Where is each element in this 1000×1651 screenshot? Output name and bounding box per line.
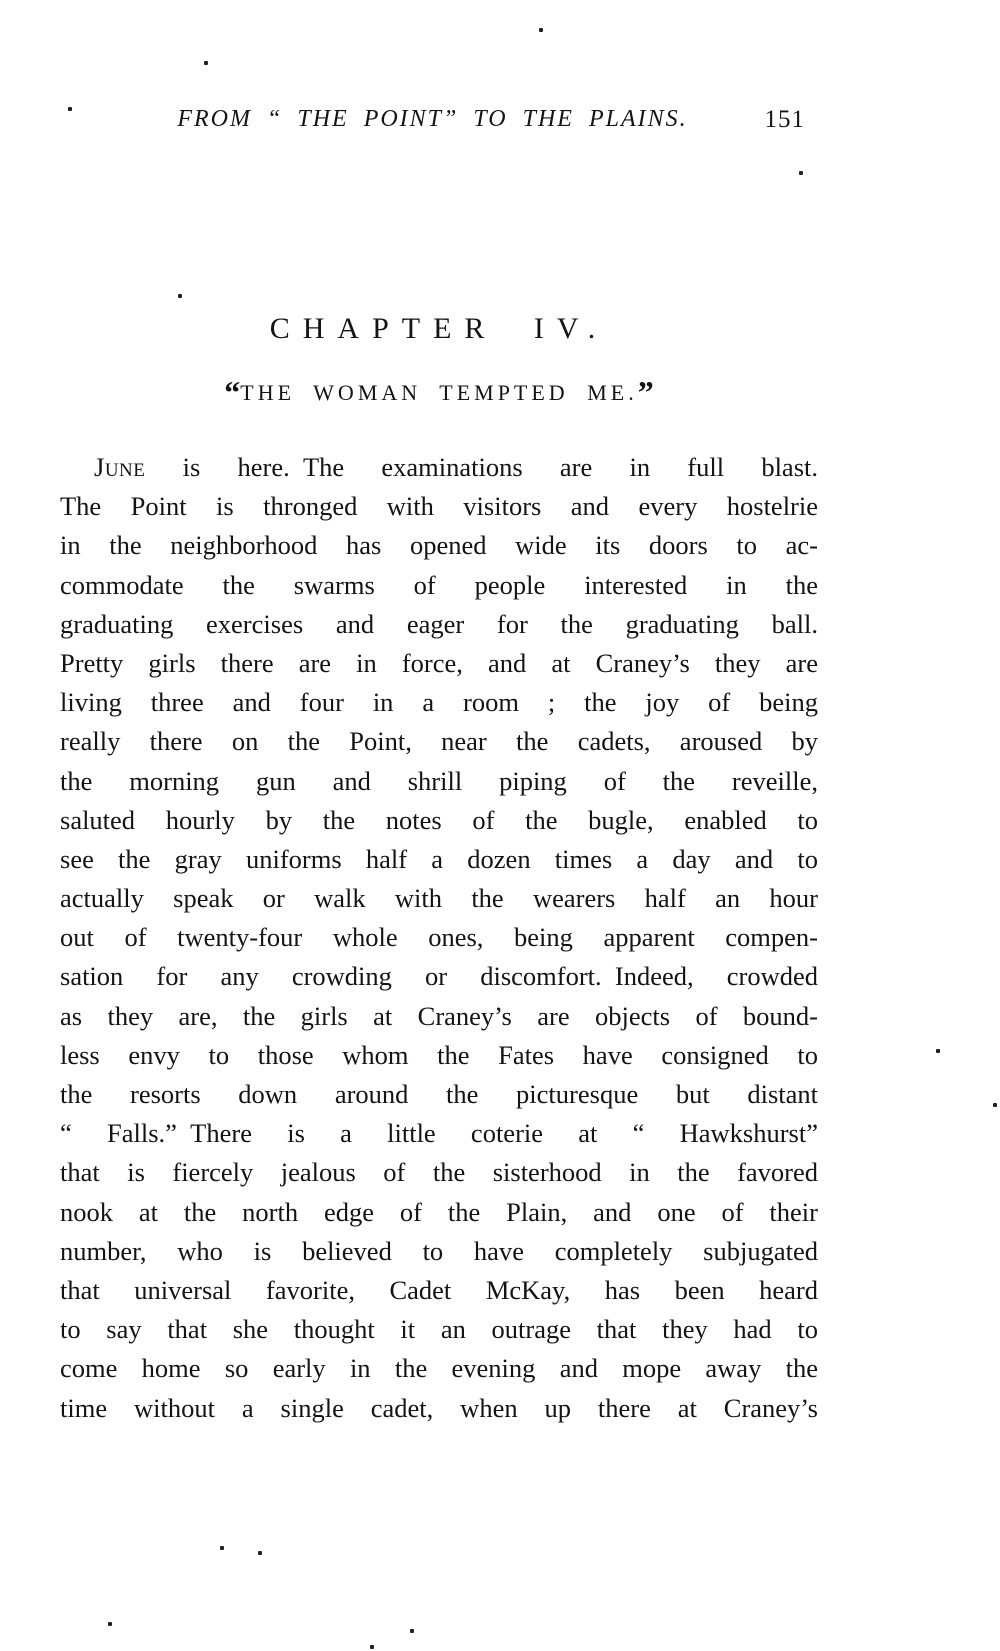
text-line: graduating exercises and eager for the graduating ball.	[60, 608, 818, 639]
scan-speck	[68, 107, 72, 111]
scan-speck	[993, 1103, 997, 1107]
text-line: nook at the north edge of the Plain, and one of their	[60, 1196, 818, 1227]
scan-speck	[178, 294, 182, 298]
lead-word: June	[94, 452, 146, 482]
text-line: less envy to those whom the Fates have consigned to	[60, 1039, 818, 1070]
scan-speck	[410, 1629, 414, 1633]
text-line: commodate the swarms of people interested in the	[60, 569, 818, 600]
scan-speck	[539, 28, 543, 32]
chapter-subtitle	[60, 374, 818, 410]
text-line: “ Falls.” There is a little coterie at “ Hawkshurst”	[60, 1118, 818, 1149]
close-quote-mark: ”	[637, 374, 654, 410]
text-line: out of twenty-four whole ones, being apparent compen-	[60, 922, 818, 953]
scan-speck	[799, 171, 803, 175]
text-line	[60, 448, 818, 487]
text-line: time without a single cadet, when up there at Craney’s	[60, 1392, 818, 1423]
text-line: that is fiercely jealous of the sisterhood in the favored	[60, 1157, 818, 1188]
scan-speck	[936, 1049, 940, 1053]
scan-speck	[204, 61, 208, 65]
text-line: living three and four in a room ; the joy of being	[60, 687, 818, 718]
scan-speck	[258, 1551, 262, 1555]
text-line: saluted hourly by the notes of the bugle, enabled to	[60, 804, 818, 835]
chapter-subtitle-text: THE WOMAN TEMPTED ME.	[240, 380, 638, 405]
scan-speck	[108, 1622, 112, 1626]
page-number: 151	[764, 106, 805, 133]
body-text	[60, 448, 818, 1428]
text-line: the resorts down around the picturesque but distant	[60, 1079, 818, 1109]
text-line: really there on the Point, near the cadets, aroused by	[60, 726, 818, 757]
text-line: that universal favorite, Cadet McKay, has been heard	[60, 1274, 818, 1305]
text-line: Pretty girls there are in force, and at Craney’s they are	[60, 647, 818, 678]
text-line: as they are, the girls at Craney’s are objects of bound-	[60, 1000, 818, 1031]
text-line: to say that she thought it an outrage that they had to	[60, 1314, 818, 1345]
text-line: number, who is believed to have completely subjugated	[60, 1235, 818, 1266]
text-line: come home so early in the evening and mope away the	[60, 1353, 818, 1384]
scan-speck	[220, 1546, 224, 1550]
first-line-rest: is here. The examinations are in full blast.	[145, 452, 818, 482]
text-line: actually speak or walk with the wearers half an hour	[60, 883, 818, 914]
chapter-heading: CHAPTER IV.	[269, 312, 609, 345]
running-header	[60, 106, 805, 146]
text-line: The Point is thronged with visitors and every hostelrie	[60, 491, 818, 522]
open-quote-mark: “	[224, 374, 241, 410]
text-line: in the neighborhood has opened wide its doors to ac-	[60, 530, 818, 561]
text-line: see the gray uniforms half a dozen times a day and to	[60, 843, 818, 874]
running-title: FROM “ THE POINT” TO THE PLAINS.	[177, 106, 688, 132]
text-line: sation for any crowding or discomfort. Indeed, crowded	[60, 961, 818, 992]
scan-speck	[370, 1645, 374, 1649]
text-line: the morning gun and shrill piping of the reveille,	[60, 765, 818, 796]
